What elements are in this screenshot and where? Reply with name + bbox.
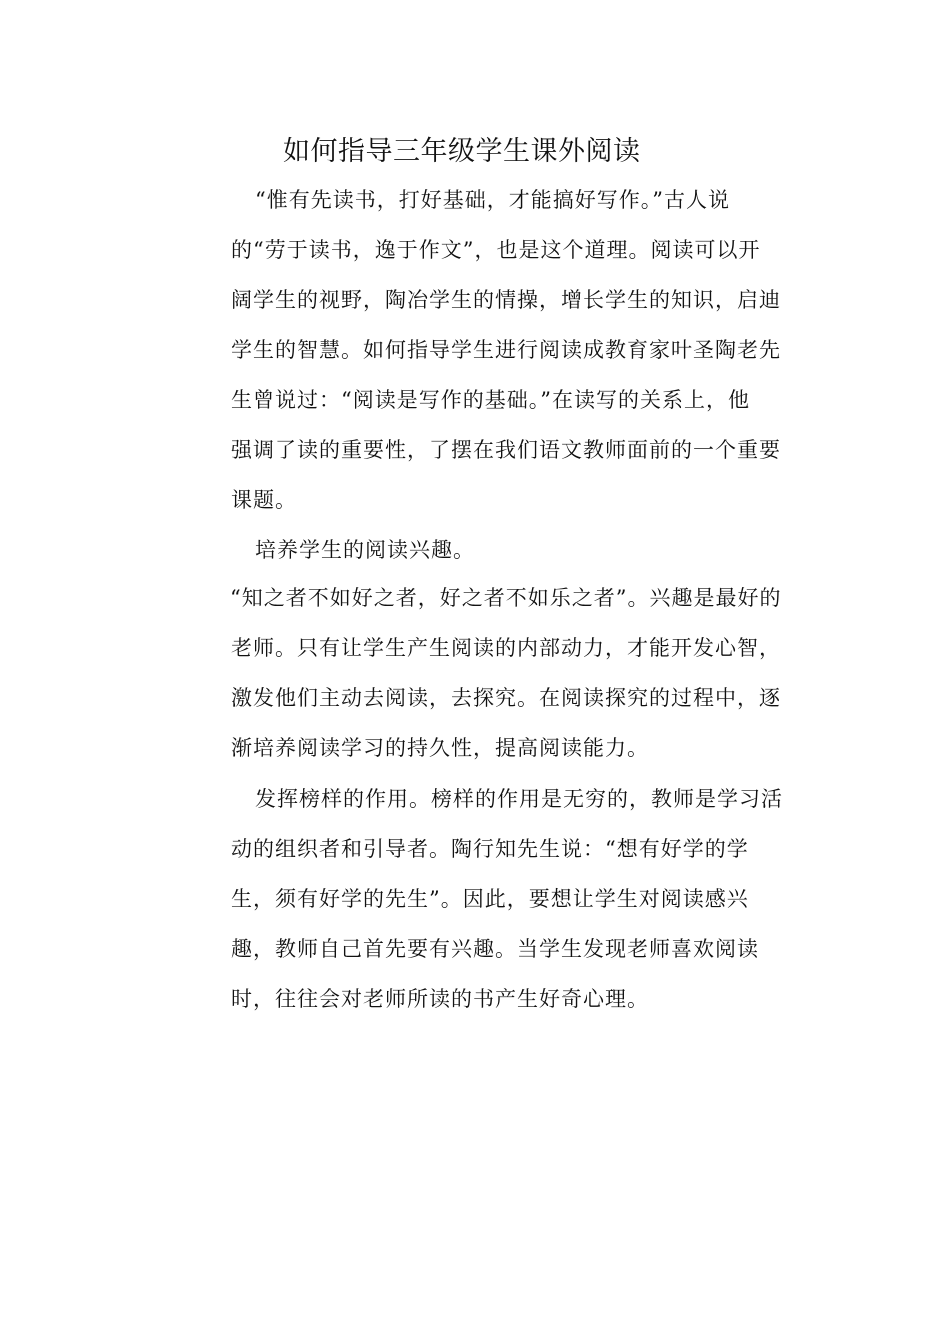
text-line: 阔学生的视野，陶冶学生的情操，增长学生的知识，启迪	[231, 288, 781, 312]
text-line: 的“劳于读书，逸于作文”，也是这个道理。阅读可以开	[231, 238, 761, 262]
text-line: 生曾说过：“阅读是写作的基础。”在读写的关系上，他	[231, 388, 750, 412]
text-line: “知之者不如好之者，好之者不如乐之者”。兴趣是最好的	[230, 586, 782, 610]
text-line: 学生的智慧。如何指导学生进行阅读成教育家叶圣陶老先	[231, 338, 781, 362]
text-line: 渐培养阅读学习的持久性，提高阅读能力。	[231, 736, 649, 760]
document-title: 如何指导三年级学生课外阅读	[283, 136, 641, 167]
text-line: 时，往往会对老师所读的书产生好奇心理。	[231, 987, 649, 1011]
text-line: 老师。只有让学生产生阅读的内部动力，才能开发心智，	[231, 636, 781, 660]
text-line: 动的组织者和引导者。陶行知先生说：“想有好学的学	[231, 837, 749, 861]
text-line: 培养学生的阅读兴趣。	[255, 538, 475, 562]
text-line: 强调了读的重要性，了摆在我们语文教师面前的一个重要	[231, 438, 781, 462]
text-line: 激发他们主动去阅读，去探究。在阅读探究的过程中，逐	[231, 686, 781, 710]
text-line: 课题。	[231, 488, 297, 512]
text-line: 趣，教师自己首先要有兴趣。当学生发现老师喜欢阅读	[231, 937, 759, 961]
text-line: 发挥榜样的作用。榜样的作用是无穷的，教师是学习活	[255, 787, 783, 811]
text-line: “惟有先读书，打好基础，才能搞好写作。”古人说	[255, 188, 730, 212]
text-line: 生，须有好学的先生”。因此，要想让学生对阅读感兴	[231, 887, 749, 911]
